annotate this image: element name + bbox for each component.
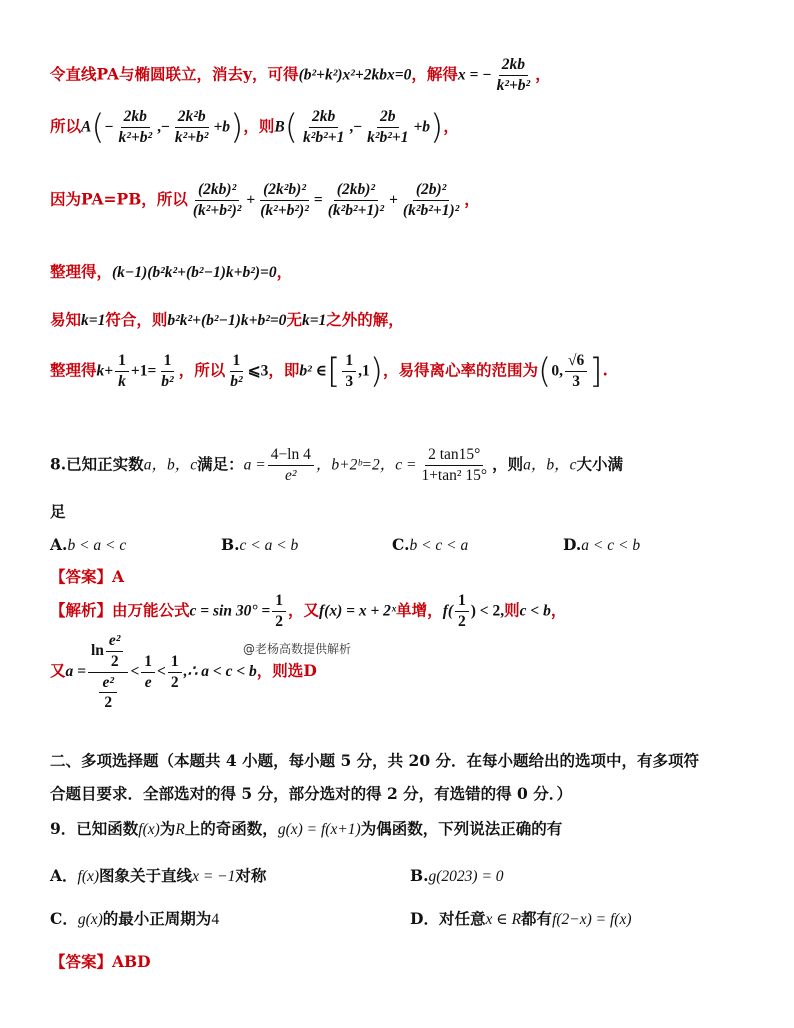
question-8-stem-cont: 足 bbox=[50, 502, 66, 521]
fraction: $\frac{\text{(2b)²}}{\text{(k²b²+1)²}}$ bbox=[402, 181, 460, 219]
solution-line-5: 易知k=1符合，则b²k²+(b²−1)k+b²=0无k=1之外的解， bbox=[50, 310, 404, 329]
solution-line-1: 令直线PA与椭圆联立，消去y，可得(b²+k²)x²+2kbx=0，解得x = − $\frac{2kb}{\text{k²+b²}}$ ， bbox=[50, 56, 551, 94]
fraction: $\frac{1}{\text{b²}}$ bbox=[230, 352, 243, 390]
q8-analysis-line-2: 又a = ln $\frac{\text{e²}}{2}$ $\frac{\text{e²}}{2}$ < $\frac{1}{e}$ < $\frac{1}{2}$ ,∴ a < c < b，则选D bbox=[50, 632, 317, 712]
fraction: $\frac{1}{\text{b²}}$ bbox=[161, 352, 174, 390]
question-8-stem: 8.已知正实数a，b，c满足：a = $\frac{4-\ln 4}{\text{e²}}$ ，b+2ᵇ=2，c = $\frac{2 \tan 15^\circ}{\text{1+tan² 15°}}$ ，则a，b，c大小满 bbox=[50, 446, 624, 484]
fraction: $\frac{2kb}{\text{k²b²+1}}$ bbox=[302, 108, 345, 146]
fraction: $\frac{1}{k}$ bbox=[115, 352, 129, 391]
q8-option-a[interactable]: A.b < a < c bbox=[50, 535, 127, 554]
question-9-stem: 9．已知函数f(x)为R上的奇函数，g(x) = f(x+1)为偶函数，下列说法正确的有 bbox=[50, 819, 563, 838]
fraction: $\frac{2 \tan 15^\circ}{\text{1+tan² 15°}}$ bbox=[421, 446, 488, 484]
section-2-title-line-2: 合题目要求．全部选对的得 5 分，部分选对的得 2 分，有选错的得 0 分．） bbox=[50, 784, 572, 803]
q8-option-b[interactable]: B.c < a < b bbox=[221, 535, 299, 554]
fraction: $\frac{\text{(2kb)²}}{\text{(k²b²+1)²}}$ bbox=[327, 181, 385, 219]
section-2-title-line-1: 二、多项选择题（本题共 4 小题，每小题 5 分，共 20 分．在每小题给出的选项中，有多项符 bbox=[50, 751, 700, 770]
watermark: @老杨高数提供解析 bbox=[243, 642, 352, 656]
fraction: $\frac{\text{(2kb)²}}{\text{(k²+b²)²}}$ bbox=[192, 181, 242, 219]
fraction: $\frac{1}{2}$ bbox=[455, 592, 469, 631]
solution-line-2: 所以A(− $\frac{2kb}{\text{k²+b²}}$ ,− $\frac{\text{2k²b}}{\text{k²+b²}}$ +b)，则B( $\frac{2kb}{\text{k²b²+1}}$ ,− $\frac{2b}{\text{k²b²+1}}$ +b)， bbox=[50, 107, 459, 148]
q9-option-a[interactable]: A．f(x)图象关于直线x = −1对称 bbox=[50, 866, 267, 885]
point-B: B bbox=[274, 118, 285, 136]
fraction: $\frac{1}{e}$ bbox=[141, 653, 155, 692]
fraction: $\frac{\text{2k²b}}{\text{k²+b²}}$ bbox=[174, 108, 209, 146]
fraction: $\frac{4-\ln 4}{\text{e²}}$ bbox=[268, 446, 314, 485]
q8-option-c[interactable]: C.b < c < a bbox=[392, 535, 469, 554]
nested-fraction: ln $\frac{\text{e²}}{2}$ $\frac{\text{e²}}{2}$ bbox=[88, 632, 128, 712]
fraction: $\frac{√6}{3}$ bbox=[565, 352, 587, 391]
fraction: $\frac{1}{3}$ bbox=[342, 352, 356, 391]
point-A: A bbox=[81, 118, 92, 136]
text: ，解得 bbox=[411, 64, 458, 84]
text: 令直线PA与椭圆联立，消去y，可得 bbox=[50, 64, 299, 84]
solution-line-3: 因为PA=PB，所以 $\frac{\text{(2kb)²}}{\text{(k²+b²)²}}$ + $\frac{\text{(2k²b)²}}{\text{(k²+b²)²}}$ = $\frac{\text{(2kb)²}}{\text{(k²b²+1)²}}$ + $\frac{\text{(2b)²}}{\text{(k²b²+1)²}}$ ， bbox=[50, 181, 480, 219]
equation: (b²+k²)x²+2kbx=0 bbox=[298, 66, 412, 84]
q9-option-d[interactable]: D．对任意x ∈ R都有f(2−x) = f(x) bbox=[410, 909, 632, 928]
fraction: $\frac{2kb}{\text{k²+b²}}$ bbox=[496, 56, 531, 94]
fraction: $\frac{\text{(2k²b)²}}{\text{(k²+b²)²}}$ bbox=[260, 181, 309, 219]
q9-option-b[interactable]: B.g(2023) = 0 bbox=[410, 866, 504, 885]
q9-option-c[interactable]: C．g(x)的最小正周期为4 bbox=[50, 909, 220, 928]
equation: (k−1)(b²k²+(b²−1)k+b²)=0 bbox=[112, 264, 277, 281]
solution-line-6: 整理得k+ $\frac{1}{k}$ +1= $\frac{1}{\text{b²}}$ ，所以 $\frac{1}{\text{b²}}$ ⩽3，即b² ∈[ $\frac{1}{3}$ ,1)，易得离心率的范围为(0, $\frac{√6}{3}$ ]. bbox=[50, 351, 608, 392]
q8-answer: 【答案】A bbox=[50, 567, 125, 586]
solution-line-4: 整理得，(k−1)(b²k²+(b²−1)k+b²)=0， bbox=[50, 262, 293, 281]
q8-analysis-line-1: 【解析】由万能公式c = sin 30° = $\frac{1}{2}$ ，又f(x) = x + 2ˣ单增，f( $\frac{1}{2}$ ) < 2,则c < b， bbox=[50, 592, 567, 630]
q9-answer: 【答案】ABD bbox=[50, 952, 151, 971]
fraction: $\frac{2b}{\text{k²b²+1}}$ bbox=[367, 108, 409, 146]
q8-option-d[interactable]: D.a < c < b bbox=[563, 535, 641, 554]
fraction: $\frac{1}{2}$ bbox=[168, 653, 182, 692]
fraction: $\frac{2kb}{\text{k²+b²}}$ bbox=[118, 108, 153, 146]
equation: x = − bbox=[457, 66, 492, 84]
fraction: $\frac{1}{2}$ bbox=[272, 592, 286, 631]
